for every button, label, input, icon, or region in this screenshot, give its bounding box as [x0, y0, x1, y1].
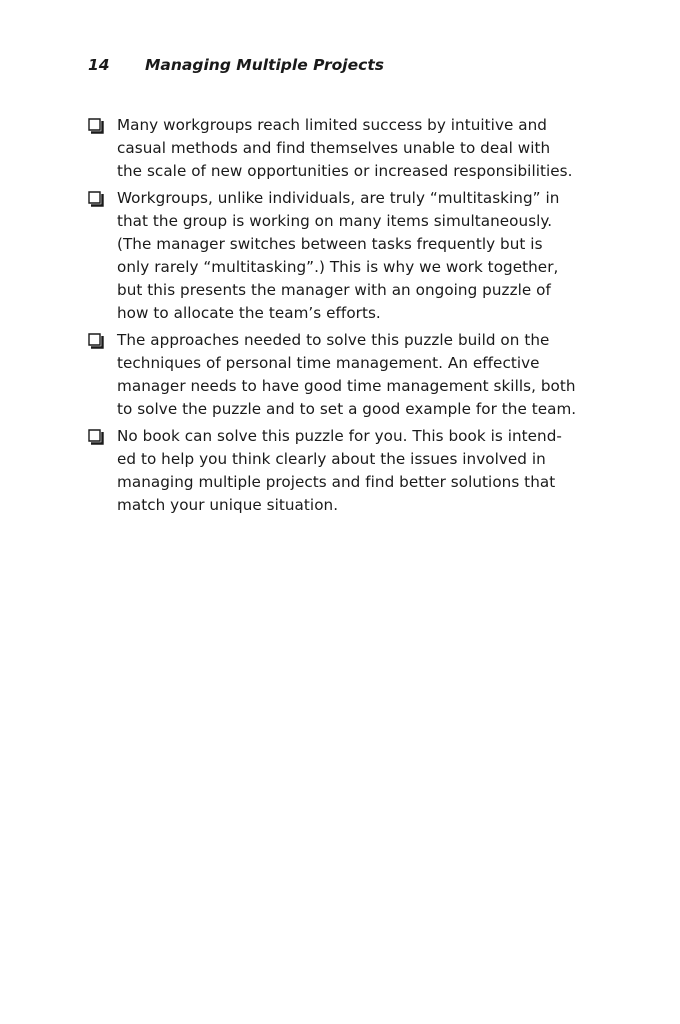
list-item	[88, 187, 608, 325]
bullet-text-line: but this presents the manager with an ongoing puzzle of	[117, 281, 551, 299]
running-header	[88, 54, 384, 76]
list-item	[88, 329, 608, 421]
bullet-text-line: No book can solve this puzzle for you. This book is intend-	[117, 427, 562, 445]
bullet-text-line: manager needs to have good time management skills, both	[117, 377, 576, 395]
bullet-text-line: Workgroups, unlike individuals, are truly “multitasking” in	[117, 189, 560, 207]
bullet-text-line: (The manager switches between tasks frequently but is	[117, 235, 543, 253]
bullet-text-line: that the group is working on many items simultaneously.	[117, 212, 553, 230]
bullet-text-line: managing multiple projects and find better solutions that	[117, 473, 556, 491]
checkbox-square-icon	[88, 118, 104, 134]
checkbox-square-icon	[88, 191, 104, 207]
bullet-text-line: how to allocate the team’s efforts.	[117, 304, 381, 322]
list-item	[88, 425, 608, 517]
bullet-text-line: casual methods and find themselves unable to deal with	[117, 139, 551, 157]
bullet-text-line: only rarely “multitasking”.) This is why we work together,	[117, 258, 559, 276]
bullet-text-line: match your unique situation.	[117, 496, 339, 514]
bullet-text-line: to solve the puzzle and to set a good example for the team.	[117, 400, 577, 418]
bullet-text-line: The approaches needed to solve this puzzle build on the	[117, 331, 550, 349]
running-title: Managing Multiple Projects	[145, 56, 384, 74]
bullet-text-line: ed to help you think clearly about the issues involved in	[117, 450, 546, 468]
checkbox-square-icon	[88, 429, 104, 445]
bullet-text-line: techniques of personal time management. An effective	[117, 354, 540, 372]
bullet-text-line: Many workgroups reach limited success by intuitive and	[117, 116, 547, 134]
checkbox-square-icon	[88, 333, 104, 349]
bullet-list	[88, 114, 608, 521]
page-number: 14	[88, 56, 110, 74]
bullet-text-line: the scale of new opportunities or increased responsibilities.	[117, 162, 573, 180]
list-item	[88, 114, 608, 183]
